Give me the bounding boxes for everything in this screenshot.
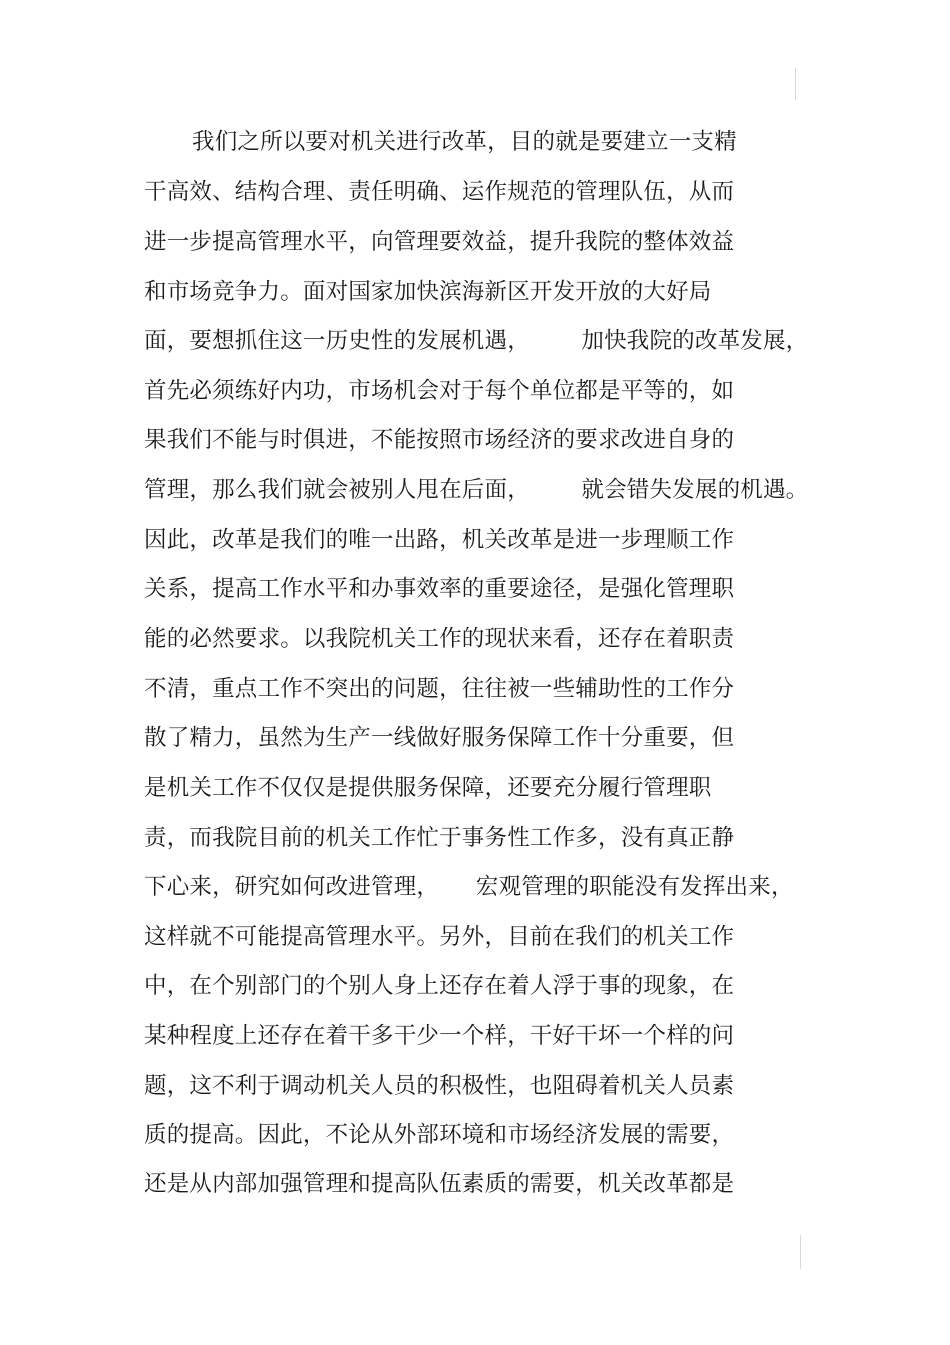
paragraph-line-19: 某种程度上还存在着干多干少一个样，干好干坏一个样的问 [144, 1023, 735, 1049]
paragraph-line-2: 干高效、结构合理、责任明确、运作规范的管理队伍，从而 [144, 179, 735, 205]
paragraph-line-15: 责，而我院目前的机关工作忙于事务性工作多，没有真正静 [144, 825, 735, 851]
paragraph-line-11: 能的必然要求。以我院机关工作的现状来看，还存在着职责 [144, 626, 735, 652]
page-edge-mark-top [795, 68, 796, 100]
page-edge-mark-bottom [800, 1235, 801, 1269]
paragraph-line-21: 质的提高。因此，不论从外部环境和市场经济发展的需要， [144, 1122, 735, 1148]
paragraph-line-8: 管理，那么我们就会被别人甩在后面， 就会错失发展的机遇。 [144, 477, 809, 503]
paragraph-line-4: 和市场竞争力。面对国家加快滨海新区开发开放的大好局 [144, 279, 712, 305]
paragraph-line-1: 我们之所以要对机关进行改革，目的就是要建立一支精 [192, 129, 737, 155]
paragraph-line-20: 题，这不利于调动机关人员的积极性，也阻碍着机关人员素 [144, 1073, 735, 1099]
paragraph-line-7: 果我们不能与时俱进，不能按照市场经济的要求改进自身的 [144, 427, 735, 453]
paragraph-line-5: 面，要想抓住这一历史性的发展机遇， 加快我院的改革发展， [144, 328, 809, 354]
paragraph-line-22: 还是从内部加强管理和提高队伍素质的需要，机关改革都是 [144, 1171, 735, 1197]
paragraph-line-17: 这样就不可能提高管理水平。另外，目前在我们的机关工作 [144, 924, 735, 950]
paragraph-line-12: 不清，重点工作不突出的问题，往往被一些辅助性的工作分 [144, 676, 735, 702]
paragraph-line-10: 关系，提高工作水平和办事效率的重要途径，是强化管理职 [144, 576, 735, 602]
paragraph-line-14: 是机关工作不仅仅是提供服务保障，还要充分履行管理职 [144, 775, 712, 801]
paragraph-line-13: 散了精力，虽然为生产一线做好服务保障工作十分重要，但 [144, 725, 735, 751]
paragraph-line-6: 首先必须练好内功，市场机会对于每个单位都是平等的，如 [144, 378, 735, 404]
paragraph-line-18: 中，在个别部门的个别人身上还存在着人浮于事的现象，在 [144, 973, 735, 999]
paragraph-line-3: 进一步提高管理水平，向管理要效益，提升我院的整体效益 [144, 229, 735, 255]
paragraph-line-16: 下心来，研究如何改进管理， 宏观管理的职能没有发挥出来， [144, 874, 794, 900]
paragraph-line-9: 因此，改革是我们的唯一出路，机关改革是进一步理顺工作 [144, 527, 735, 553]
